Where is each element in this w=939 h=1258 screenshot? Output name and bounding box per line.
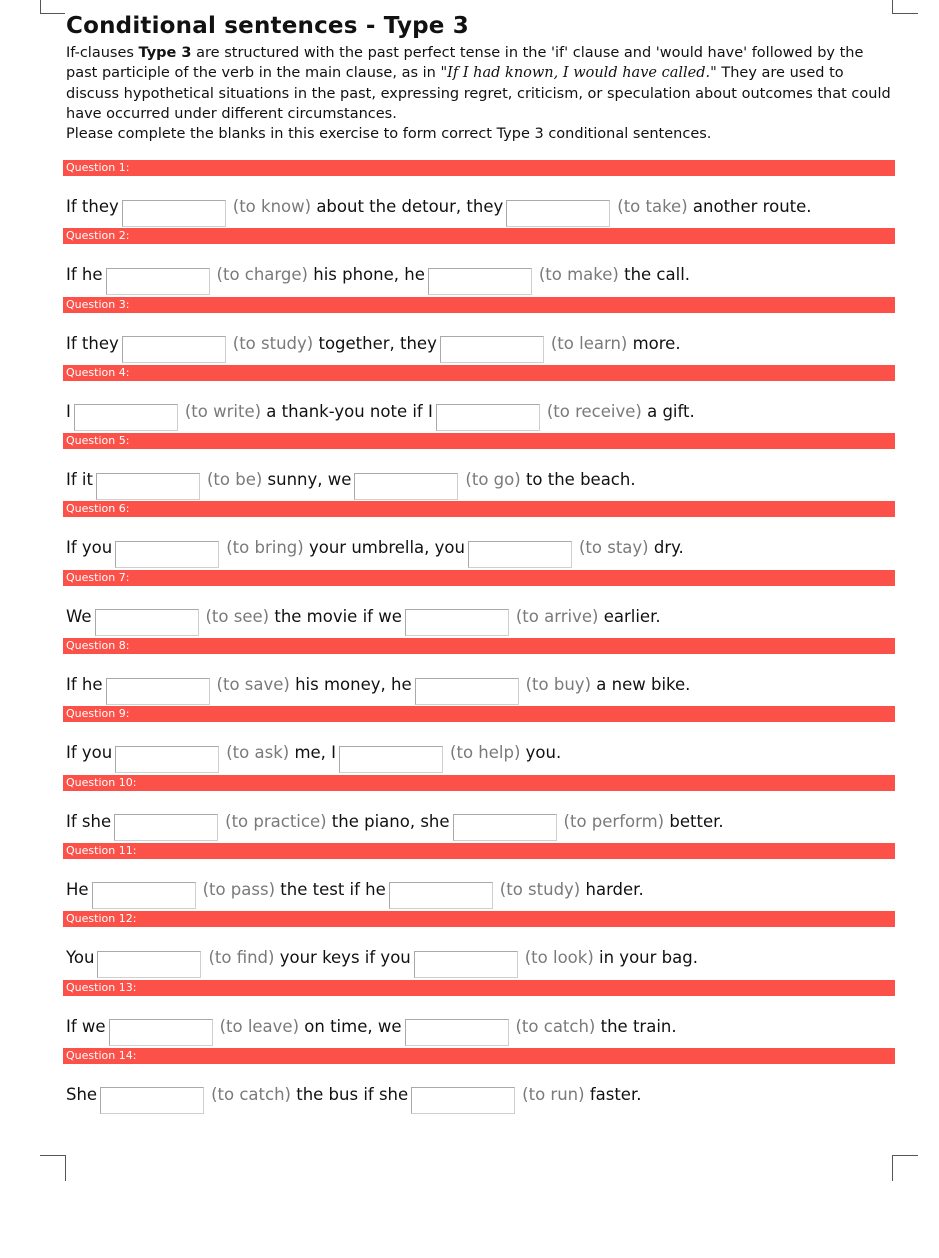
question-sentence [66,465,636,495]
question-10 [63,775,895,843]
sentence-part: on time, we [304,1016,402,1036]
question-sentence [66,602,661,632]
sentence-part: your umbrella, you [308,538,465,558]
sentence-part: If she [66,811,112,831]
question-list [63,160,895,1116]
sentence-part: a thank-you note if I [266,401,433,421]
question-sentence [66,397,695,427]
verb-hint: (to be) [206,470,263,490]
question-sentence [66,738,561,768]
sentence-part: She [66,1084,98,1104]
verb-hint: (to pass) [202,879,276,899]
sentence-part: to the beach. [525,470,636,490]
verb-hint: (to save) [216,675,290,695]
example-sentence: "If I had known, I would have called." [440,65,717,82]
crop-mark [892,1155,893,1181]
sentence-part: more. [632,333,681,353]
question-header: Question 8: [63,638,895,654]
sentence-part: about the detour, they [316,197,504,216]
sentence-part: the train. [600,1016,677,1036]
question-sentence [66,533,684,563]
answer-blank-2[interactable] [389,882,493,909]
answer-blank-1[interactable] [115,541,219,568]
question-header: Question 13: [63,980,895,996]
intro-text [66,43,896,144]
question-header: Question 1: [63,160,895,176]
sentence-part: the test if he [280,879,386,899]
question-6 [63,501,895,569]
crop-mark [40,13,65,14]
question-header: Question 6: [63,501,895,517]
verb-hint: (to know) [232,197,312,216]
sentence-part: If it [66,470,93,490]
sentence-part: If he [66,675,103,695]
answer-blank-1[interactable] [95,609,199,636]
verb-hint: (to catch) [515,1016,596,1036]
answer-blank-2[interactable] [506,200,610,227]
verb-hint: (to make) [538,265,619,285]
verb-hint: (to stay) [578,538,649,558]
sentence-part: your keys if you [279,948,411,968]
sentence-part: sunny, we [267,470,352,490]
intro-paragraph: If-clauses Type 3 are structured with the past perfect tense in the 'if' clause and 'would have' followed by the past participle of the verb in the main clause, as in "If I had known, I would have called." They are used to discuss hypothetical situations in the past, expressing regret, criticism, or speculation about outcomes that could have occurred under different circumstances. [66,45,891,122]
instruction: Please complete the blanks in this exercise to form correct Type 3 conditional sentences. [66,126,712,143]
crop-mark [40,1155,65,1156]
answer-blank-1[interactable] [114,814,218,841]
question-sentence [66,192,812,222]
verb-hint: (to find) [208,948,275,968]
sentence-part: If you [66,743,113,763]
question-header: Question 2: [63,228,895,244]
verb-hint: (to look) [524,948,594,968]
answer-blank-2[interactable] [428,268,532,295]
verb-hint: (to perform) [563,811,665,831]
sentence-part: a new bike. [596,675,691,695]
answer-blank-2[interactable] [405,1019,509,1046]
verb-hint: (to buy) [525,675,592,695]
question-4 [63,365,895,433]
sentence-part: his phone, he [313,265,425,285]
answer-blank-2[interactable] [468,541,572,568]
question-9 [63,706,895,774]
answer-blank-1[interactable] [92,882,196,909]
answer-blank-1[interactable] [74,404,178,431]
crop-mark [892,1155,918,1156]
sentence-part: faster. [589,1084,642,1104]
question-header: Question 3: [63,297,895,313]
crop-mark [40,0,41,13]
question-sentence [66,943,698,973]
verb-hint: (to ask) [226,743,290,763]
answer-blank-2[interactable] [411,1087,515,1114]
question-header: Question 14: [63,1048,895,1064]
sentence-part: the movie if we [274,606,402,626]
question-sentence [66,875,644,905]
answer-blank-1[interactable] [109,1019,213,1046]
verb-hint: (to arrive) [515,606,599,626]
sentence-part: his money, he [295,675,412,695]
answer-blank-2[interactable] [354,473,458,500]
question-11 [63,843,895,911]
question-sentence [66,1012,677,1042]
question-header: Question 5: [63,433,895,449]
verb-hint: (to write) [184,401,262,421]
verb-hint: (to leave) [219,1016,300,1036]
question-header: Question 10: [63,775,895,791]
verb-hint: (to catch) [211,1084,291,1104]
answer-blank-1[interactable] [115,746,219,773]
sentence-part: a gift. [647,401,695,421]
question-8 [63,638,895,706]
verb-hint: (to study) [499,879,581,899]
verb-hint: (to see) [205,606,270,626]
sentence-part: in your bag. [599,948,698,968]
answer-blank-1[interactable] [106,678,210,705]
question-5 [63,433,895,501]
answer-blank-2[interactable] [415,678,519,705]
sentence-part: If they [66,197,119,216]
answer-blank-1[interactable] [122,200,226,227]
sentence-part: you. [525,743,562,763]
sentence-part: You [66,948,95,968]
answer-blank-1[interactable] [96,473,200,500]
sentence-part: me, I [294,743,337,763]
question-header: Question 9: [63,706,895,722]
verb-hint: (to run) [522,1084,585,1104]
question-sentence [66,807,724,837]
answer-blank-1[interactable] [122,336,226,363]
sentence-part: earlier. [603,606,661,626]
sentence-part: If we [66,1016,106,1036]
question-7 [63,570,895,638]
sentence-part: another route. [692,197,812,216]
sentence-part: better. [669,811,724,831]
sentence-part: the call. [624,265,691,285]
sentence-part: together, they [318,333,437,353]
sentence-part: harder. [585,879,644,899]
verb-hint: (to learn) [550,333,628,353]
answer-blank-2[interactable] [339,746,443,773]
sentence-part: the bus if she [296,1084,409,1104]
question-header: Question 7: [63,570,895,586]
question-sentence [66,329,681,359]
verb-hint: (to receive) [546,401,642,421]
answer-blank-1[interactable] [100,1087,204,1114]
sentence-part: If you [66,538,113,558]
question-2 [63,228,895,296]
verb-hint: (to go) [465,470,521,490]
answer-blank-1[interactable] [106,268,210,295]
verb-hint: (to bring) [226,538,304,558]
sentence-part: He [66,879,89,899]
answer-blank-2[interactable] [440,336,544,363]
sentence-part: If he [66,265,103,285]
page-title: Conditional sentences - Type 3 [66,13,470,39]
sentence-part: dry. [653,538,684,558]
question-sentence [66,260,690,290]
question-13 [63,980,895,1048]
type-label: Type 3 [138,45,192,61]
question-sentence [66,670,690,700]
sentence-part: I [66,401,71,421]
answer-blank-2[interactable] [453,814,557,841]
verb-hint: (to take) [617,197,688,216]
verb-hint: (to study) [232,333,314,353]
verb-hint: (to help) [450,743,521,763]
question-header: Question 4: [63,365,895,381]
verb-hint: (to charge) [216,265,308,285]
question-1 [63,160,895,228]
answer-blank-2[interactable] [405,609,509,636]
question-header: Question 11: [63,843,895,859]
question-12 [63,911,895,979]
worksheet [66,10,896,1104]
verb-hint: (to practice) [225,811,327,831]
answer-blank-2[interactable] [414,951,518,978]
question-sentence [66,1080,641,1110]
question-3 [63,297,895,365]
answer-blank-2[interactable] [436,404,540,431]
question-header: Question 12: [63,911,895,927]
question-14 [63,1048,895,1116]
sentence-part: If they [66,333,119,353]
answer-blank-1[interactable] [97,951,201,978]
crop-mark [65,1155,66,1181]
sentence-part: We [66,606,92,626]
sentence-part: the piano, she [331,811,450,831]
